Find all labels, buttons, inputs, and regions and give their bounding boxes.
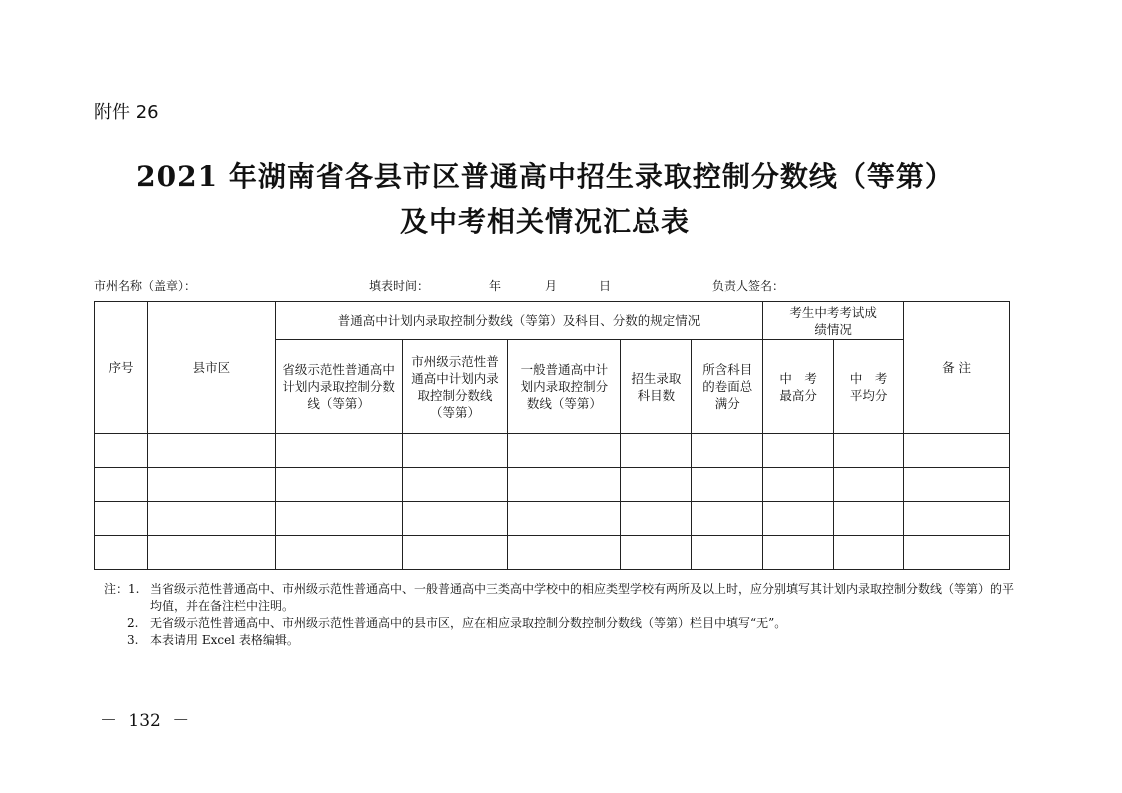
note-number: 3. [127, 633, 139, 647]
table-cell [508, 468, 621, 502]
fill-time-label: 填表时间： [369, 279, 430, 293]
table-cell [621, 468, 692, 502]
table-cell [95, 502, 148, 536]
note-item [104, 632, 1024, 649]
header-provincial-line: 省级示范性普通高中计划内录取控制分数线（等第） [275, 340, 402, 434]
header-avg-score: 中 考平均分 [834, 340, 904, 434]
note-text: 无省级示范性普通高中、市州级示范性普通高中的县市区，应在相应录取控制分数控制分数线（等第）栏目中填写“无”。 [150, 616, 787, 630]
day-label: 日 [599, 279, 612, 293]
document-title: 2021 年湖南省各县市区普通高中招生录取控制分数线（等第） [136, 160, 954, 193]
table-cell [763, 502, 834, 536]
table-cell [763, 468, 834, 502]
month-label: 月 [545, 279, 558, 293]
header-index: 序号 [95, 302, 148, 434]
header-subject-count: 招生录取科目数 [621, 340, 692, 434]
table-cell [692, 536, 763, 570]
note-number: 注：1. [104, 582, 140, 596]
header-group-scores: 考生中考考试成绩情况 [763, 302, 904, 340]
note-number: 2. [127, 616, 139, 630]
table-cell [763, 536, 834, 570]
table-cell [904, 536, 1010, 570]
table-cell [692, 434, 763, 468]
table-cell [402, 434, 508, 468]
table-cell [402, 502, 508, 536]
responsible-person-label: 负责人签名： [712, 279, 785, 293]
table-cell [275, 434, 402, 468]
table-cell [95, 536, 148, 570]
header-full-score: 所含科目的卷面总满分 [692, 340, 763, 434]
table-cell [508, 502, 621, 536]
table-cell [147, 536, 275, 570]
table-row [95, 468, 1010, 502]
table-cell [621, 502, 692, 536]
table-cell [402, 536, 508, 570]
note-text: 当省级示范性普通高中、市州级示范性普通高中、一般普通高中三类高中学校中的相应类型学校有两所及以上时，应分别填写其计划内录取控制分数线（等第）的平均值，并在备注栏中注明。 [150, 582, 1015, 613]
table-cell [763, 434, 834, 468]
city-name-label: 市州名称（盖章）： [94, 279, 197, 293]
attachment-label: 附件 26 [94, 102, 159, 123]
table-cell [621, 536, 692, 570]
note-item [104, 615, 1024, 632]
table-cell [275, 468, 402, 502]
note-item [104, 581, 1024, 615]
table-cell [621, 434, 692, 468]
table-cell [834, 434, 904, 468]
header-remark: 备 注 [904, 302, 1010, 434]
year-label: 年 [489, 279, 502, 293]
document-subtitle: 及中考相关情况汇总表 [399, 205, 690, 238]
table-cell [275, 536, 402, 570]
header-max-score: 中 考最高分 [763, 340, 834, 434]
header-group-plan: 普通高中计划内录取控制分数线（等第）及科目、分数的规定情况 [275, 302, 762, 340]
header-municipal-line: 市州级示范性普通高中计划内录取控制分数线（等第） [402, 340, 508, 434]
page-number: － 132 － [100, 711, 190, 731]
table-row [95, 502, 1010, 536]
table-cell [147, 434, 275, 468]
table-cell [275, 502, 402, 536]
table-row [95, 434, 1010, 468]
table-cell [692, 502, 763, 536]
table-cell [692, 468, 763, 502]
table-cell [147, 502, 275, 536]
table-cell [904, 502, 1010, 536]
notes-section [104, 581, 1024, 649]
table-cell [834, 536, 904, 570]
note-text: 本表请用 Excel 表格编辑。 [150, 633, 299, 647]
table-cell [904, 468, 1010, 502]
table-cell [95, 468, 148, 502]
table-row [95, 536, 1010, 570]
table-cell [95, 434, 148, 468]
table-cell [834, 468, 904, 502]
table-cell [402, 468, 508, 502]
summary-table [94, 301, 1010, 570]
table-cell [834, 502, 904, 536]
table-cell [508, 434, 621, 468]
header-county: 县市区 [147, 302, 275, 434]
table-cell [147, 468, 275, 502]
table-cell [508, 536, 621, 570]
table-cell [904, 434, 1010, 468]
header-general-line: 一般普通高中计划内录取控制分数线（等第） [508, 340, 621, 434]
